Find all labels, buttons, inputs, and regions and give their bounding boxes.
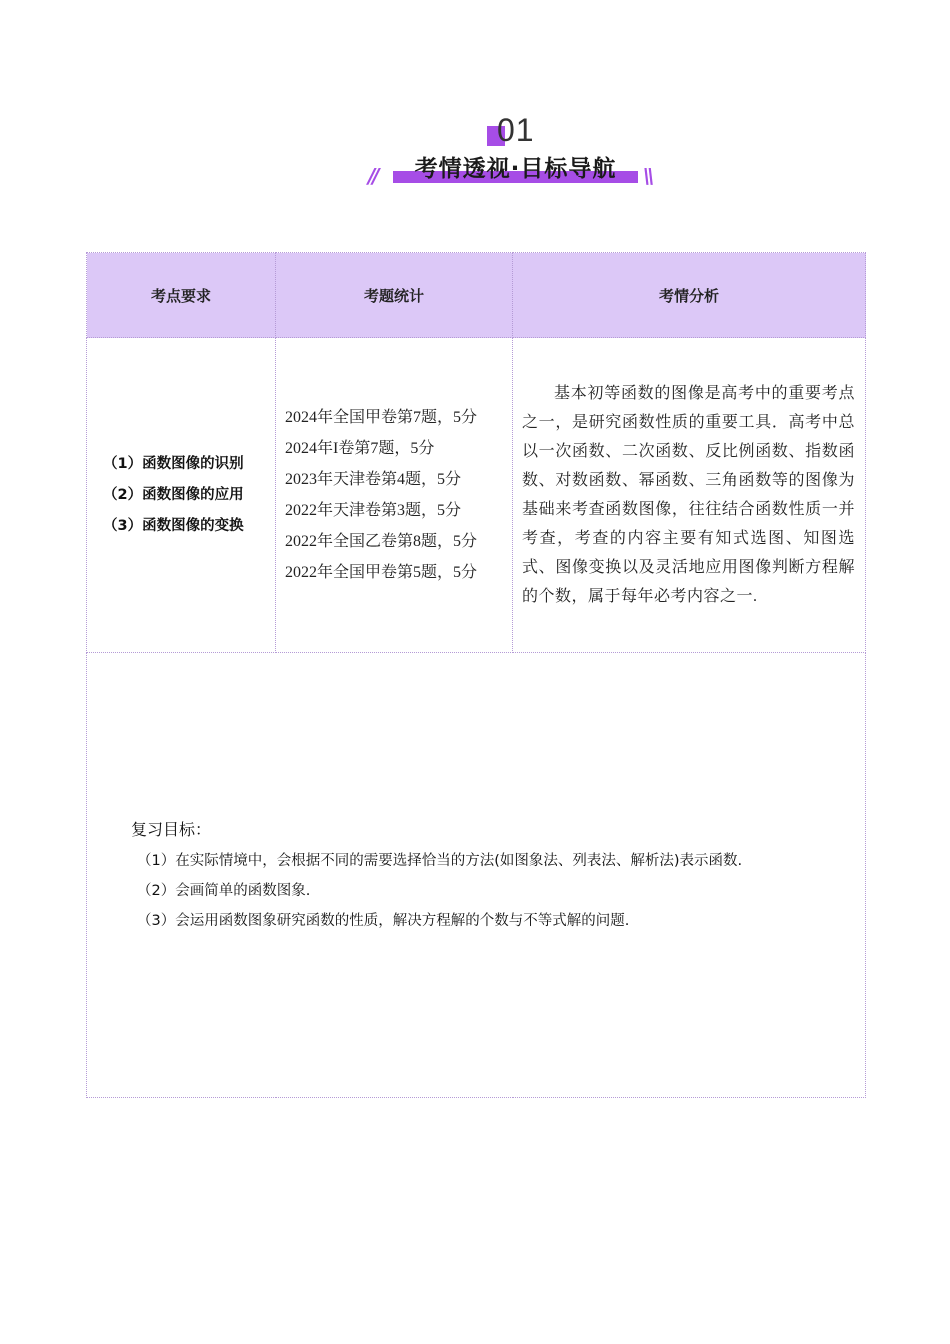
review-goal-item: （1）在实际情境中，会根据不同的需要选择恰当的方法(如图象法、列表法、解析法)表示函数. <box>137 853 743 869</box>
statistics-cell <box>276 338 513 653</box>
column-header-statistics: 考题统计 <box>276 253 513 338</box>
review-goals <box>131 816 742 936</box>
statistics-item: 2024年I卷第7题，5分 <box>285 440 435 457</box>
statistics-item: 2023年天津卷第4题，5分 <box>285 471 462 488</box>
exam-analysis-table <box>86 252 866 1098</box>
analysis-text: 基本初等函数的图像是高考中的重要考点之一，是研究函数性质的重要工具．高考中总以一次函数、二次函数、反比例函数、指数函数、对数函数、幂函数、三角函数等的图像为基础来考查函数图像，往往结合函数性质一并考查，考查的内容主要有知式选图、知图选式、图像变换以及灵活地应用图像判断方程解的个数，属于每年必考内容之一. <box>522 385 855 605</box>
requirement-item: （1）函数图像的识别 <box>103 455 244 472</box>
statistics-item: 2022年全国甲卷第5题，5分 <box>285 564 478 581</box>
section-header <box>0 108 950 198</box>
analysis-cell <box>513 338 866 653</box>
review-goal-item: （3）会运用函数图象研究函数的性质，解决方程解的个数与不等式解的问题. <box>137 913 630 929</box>
section-title: 考情透视·目标导航 <box>414 156 617 182</box>
table-header-row <box>87 253 866 338</box>
review-goals-title: 复习目标： <box>131 822 212 839</box>
column-header-requirements: 考点要求 <box>87 253 276 338</box>
review-goal-item: （2）会画简单的函数图象. <box>137 883 311 899</box>
statistics-item: 2024年全国甲卷第7题，5分 <box>285 409 478 426</box>
column-header-analysis: 考情分析 <box>513 253 866 338</box>
table-row <box>87 338 866 653</box>
statistics-item: 2022年天津卷第3题，5分 <box>285 502 462 519</box>
left-slash-decoration: // <box>368 164 377 188</box>
right-slash-decoration: \\ <box>643 164 652 188</box>
review-goals-cell <box>87 653 866 1098</box>
goals-row <box>87 653 866 1098</box>
statistics-item: 2022年全国乙卷第8题，5分 <box>285 533 478 550</box>
requirement-item: （2）函数图像的应用 <box>103 486 244 503</box>
requirements-cell <box>87 338 276 653</box>
requirement-item: （3）函数图像的变换 <box>103 517 244 534</box>
section-number: 01 <box>497 112 535 148</box>
